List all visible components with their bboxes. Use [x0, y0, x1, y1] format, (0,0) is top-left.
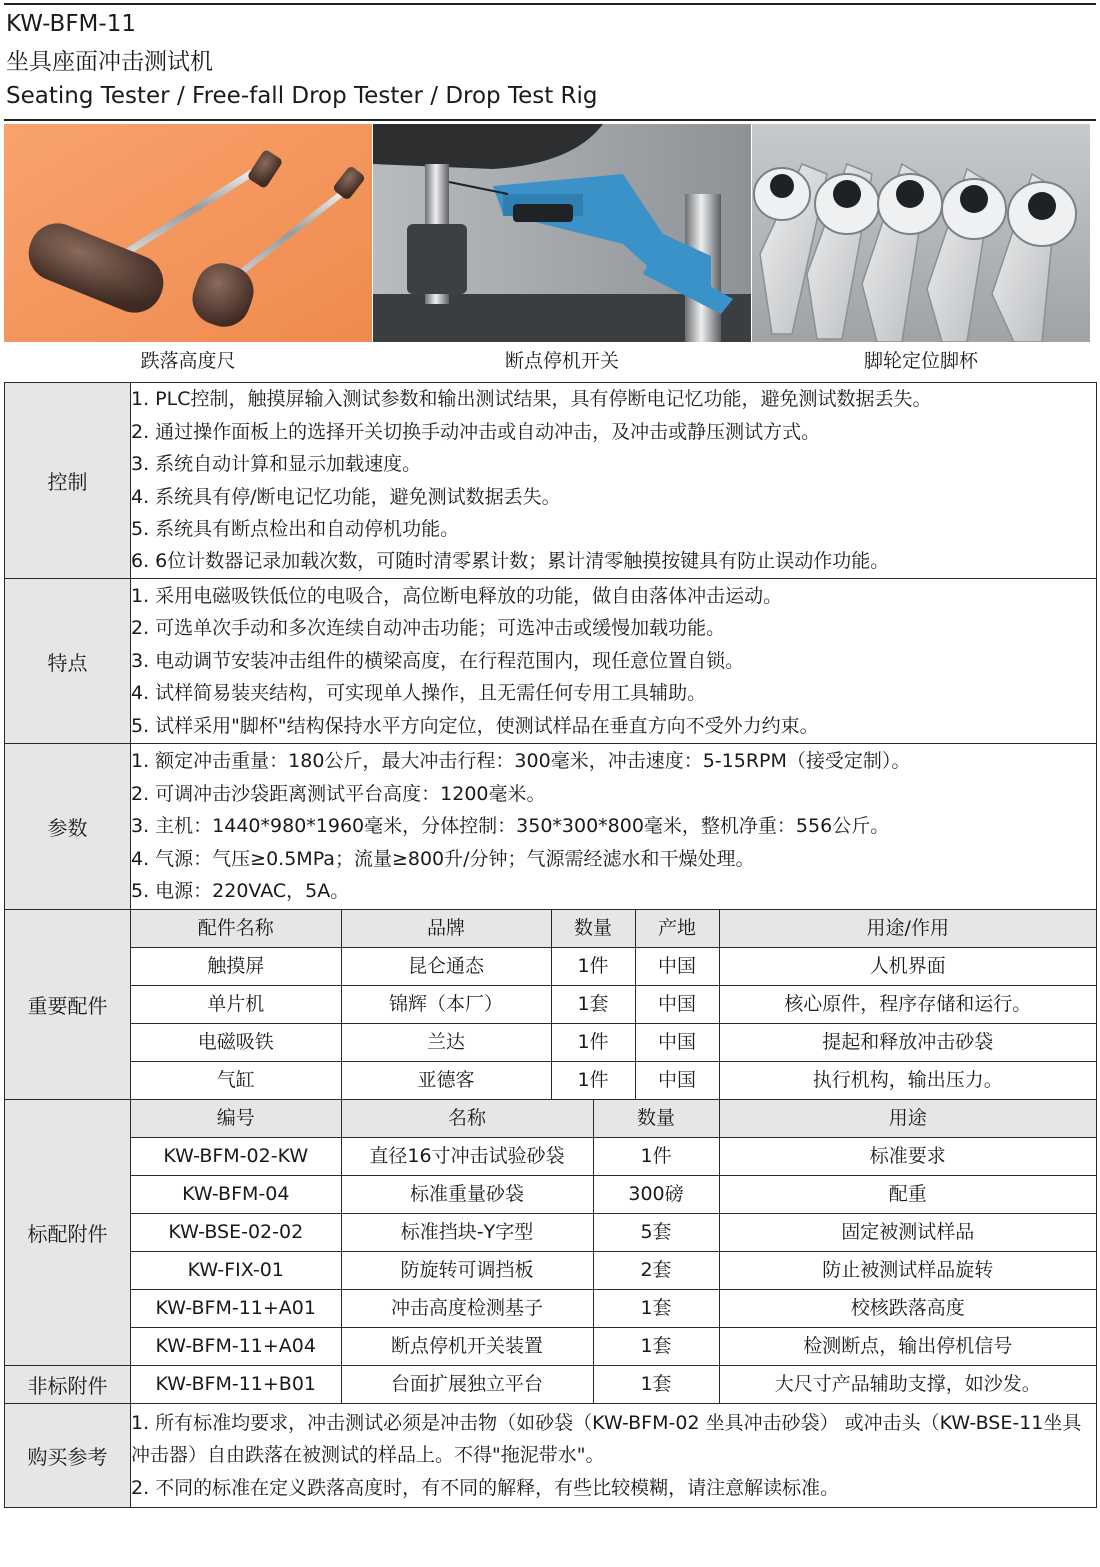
cell: 5套 [593, 1214, 719, 1252]
section-label-std-accessories: 标配附件 [5, 1100, 131, 1366]
text-line: 1. 所有标准均要求，冲击测试必须是冲击物（如砂袋（KW-BFM-02 坐具冲击砂袋） 或冲击头（KW-BSE-11坐具冲击器）自由跌落在被测试的样品上。不得"拖泥带水"。 [131, 1411, 1082, 1467]
section-label-key-parts: 重要配件 [5, 910, 131, 1100]
control-text [131, 383, 1097, 579]
table-row [131, 1366, 1096, 1403]
cell: KW-BFM-11+A04 [131, 1328, 341, 1366]
nonstd-accessories-table [131, 1366, 1096, 1403]
text-line: 1. 额定冲击重量：180公斤，最大冲击行程：300毫米，冲击速度：5-15RPM（接受定制）。 [131, 750, 911, 773]
cell: 校核跌落高度 [719, 1290, 1096, 1328]
column-header: 用途/作用 [719, 910, 1096, 948]
std-accessories-section [5, 1100, 1097, 1366]
cell: 触摸屏 [131, 948, 341, 986]
text-line: 2. 通过操作面板上的选择开关切换手动冲击或自动冲击，及冲击或静压测试方式。 [131, 420, 821, 443]
key-parts-table [131, 910, 1096, 1099]
table-row [131, 1176, 1096, 1214]
cell: 2套 [593, 1252, 719, 1290]
cell: KW-BFM-02-KW [131, 1138, 341, 1176]
text-line: 4. 系统具有停/断电记忆功能，避免测试数据丢失。 [131, 485, 561, 508]
cell: 1套 [593, 1366, 719, 1403]
cell: 昆仑通态 [341, 948, 551, 986]
section-label-nonstd-accessories: 非标附件 [5, 1366, 131, 1404]
cell: 1套 [593, 1290, 719, 1328]
cell: 检测断点，输出停机信号 [719, 1328, 1096, 1366]
cell: 中国 [635, 1062, 719, 1100]
column-header: 数量 [551, 910, 635, 948]
text-line: 1. PLC控制，触摸屏输入测试参数和输出测试结果，具有停断电记忆功能，避免测试数据丢失。 [131, 388, 932, 411]
cell: 1件 [551, 1062, 635, 1100]
section-label-purchase: 购买参考 [5, 1404, 131, 1508]
cell: 300磅 [593, 1176, 719, 1214]
column-header: 配件名称 [131, 910, 341, 948]
header-rule [4, 119, 1096, 121]
text-line: 6. 6位计数器记录加载次数，可随时清零累计数；累计清零触摸按键具有防止误动作功能。 [131, 550, 890, 573]
cell: 1件 [593, 1138, 719, 1176]
table-row [131, 1214, 1096, 1252]
cell: 兰达 [341, 1024, 551, 1062]
table-header-row [131, 1100, 1096, 1138]
text-line: 1. 采用电磁吸铁低位的电吸合，高位断电释放的功能，做自由落体冲击运动。 [131, 584, 783, 607]
text-line: 3. 电动调节安装冲击组件的横梁高度，在行程范围内，现任意位置自锁。 [131, 649, 745, 672]
text-line: 4. 气源：气压≥0.5MPa；流量≥800升/分钟；气源需经滤水和干燥处理。 [131, 847, 755, 870]
cell: 防旋转可调挡板 [341, 1252, 593, 1290]
cell: 1件 [551, 1024, 635, 1062]
text-line: 5. 电源：220VAC，5A。 [131, 880, 350, 903]
cell: 中国 [635, 986, 719, 1024]
cell: 人机界面 [719, 948, 1096, 986]
table-row [131, 986, 1096, 1024]
table-row [131, 1062, 1096, 1100]
control-section [5, 383, 1097, 579]
column-header: 用途 [719, 1100, 1096, 1138]
std-accessories-table [131, 1100, 1096, 1365]
cell: 1套 [551, 986, 635, 1024]
table-header-row [131, 910, 1096, 948]
stop-switch-photo [373, 124, 751, 342]
cell: 亚德客 [341, 1062, 551, 1100]
params-text [131, 744, 1097, 910]
key-parts-section [5, 910, 1097, 1100]
text-line: 2. 可调冲击沙袋距离测试平台高度：1200毫米。 [131, 782, 546, 805]
params-section [5, 744, 1097, 910]
product-title-cn: 坐具座面冲击测试机 [6, 49, 213, 75]
text-line: 3. 主机：1440*980*1960毫米，分体控制：350*300*800毫米，整机净重：556公斤。 [131, 815, 890, 838]
column-header: 名称 [341, 1100, 593, 1138]
cell: 单片机 [131, 986, 341, 1024]
cell: 标准挡块-Y字型 [341, 1214, 593, 1252]
section-label-params: 参数 [5, 744, 131, 910]
column-header: 产地 [635, 910, 719, 948]
castor-cup-photo [752, 124, 1090, 342]
photo-caption-1: 跌落高度尺 [140, 350, 236, 372]
column-header: 品牌 [341, 910, 551, 948]
cell: 气缸 [131, 1062, 341, 1100]
table-row [131, 948, 1096, 986]
text-line: 2. 可选单次手动和多次连续自动冲击功能；可选冲击或缓慢加载功能。 [131, 617, 726, 640]
features-text [131, 579, 1097, 744]
cell: 配重 [719, 1176, 1096, 1214]
model-number: KW-BFM-11 [6, 11, 136, 37]
cell: 锦辉（本厂） [341, 986, 551, 1024]
purchase-section [5, 1404, 1097, 1508]
cell: KW-BFM-11+A01 [131, 1290, 341, 1328]
product-title-en: Seating Tester / Free-fall Drop Tester / Drop Test Rig [6, 83, 598, 109]
spec-table [4, 382, 1097, 1508]
cell: 标准重量砂袋 [341, 1176, 593, 1214]
nonstd-accessories-section [5, 1366, 1097, 1404]
cell: 直径16寸冲击试验砂袋 [341, 1138, 593, 1176]
text-line: 3. 系统自动计算和显示加载速度。 [131, 453, 422, 476]
column-header: 数量 [593, 1100, 719, 1138]
purchase-text [131, 1404, 1097, 1508]
table-row [131, 1252, 1096, 1290]
drop-height-gauge-photo [4, 124, 372, 342]
table-row [131, 1290, 1096, 1328]
cell: 1件 [551, 948, 635, 986]
cell: 执行机构，输出压力。 [719, 1062, 1096, 1100]
photo-caption-2: 断点停机开关 [504, 350, 619, 372]
cell: 提起和释放冲击砂袋 [719, 1024, 1096, 1062]
top-rule [4, 3, 1096, 5]
photo-caption-3: 脚轮定位脚杯 [863, 350, 978, 372]
cell: 中国 [635, 1024, 719, 1062]
features-section [5, 579, 1097, 744]
cell: 固定被测试样品 [719, 1214, 1096, 1252]
cell: 电磁吸铁 [131, 1024, 341, 1062]
text-line: 5. 系统具有断点检出和自动停机功能。 [131, 517, 460, 540]
cell: 防止被测试样品旋转 [719, 1252, 1096, 1290]
cell: 断点停机开关装置 [341, 1328, 593, 1366]
cell: 1套 [593, 1328, 719, 1366]
text-line: 4. 试样简易装夹结构，可实现单人操作，且无需任何专用工具辅助。 [131, 682, 707, 705]
cell: 标准要求 [719, 1138, 1096, 1176]
cell: KW-BFM-11+B01 [131, 1366, 341, 1403]
cell: KW-BFM-04 [131, 1176, 341, 1214]
text-line: 2. 不同的标准在定义跌落高度时，有不同的解释，有些比较模糊，请注意解读标准。 [131, 1476, 840, 1499]
section-label-features: 特点 [5, 579, 131, 744]
cell: KW-BSE-02-02 [131, 1214, 341, 1252]
text-line: 5. 试样采用"脚杯"结构保持水平方向定位，使测试样品在垂直方向不受外力约束。 [131, 714, 819, 737]
cell: 中国 [635, 948, 719, 986]
cell: 核心原件，程序存储和运行。 [719, 986, 1096, 1024]
table-row [131, 1138, 1096, 1176]
table-row [131, 1024, 1096, 1062]
cell: 台面扩展独立平台 [341, 1366, 593, 1403]
cell: KW-FIX-01 [131, 1252, 341, 1290]
section-label-control: 控制 [5, 383, 131, 579]
table-row [131, 1328, 1096, 1366]
cell: 大尺寸产品辅助支撑，如沙发。 [719, 1366, 1096, 1403]
cell: 冲击高度检测基子 [341, 1290, 593, 1328]
column-header: 编号 [131, 1100, 341, 1138]
